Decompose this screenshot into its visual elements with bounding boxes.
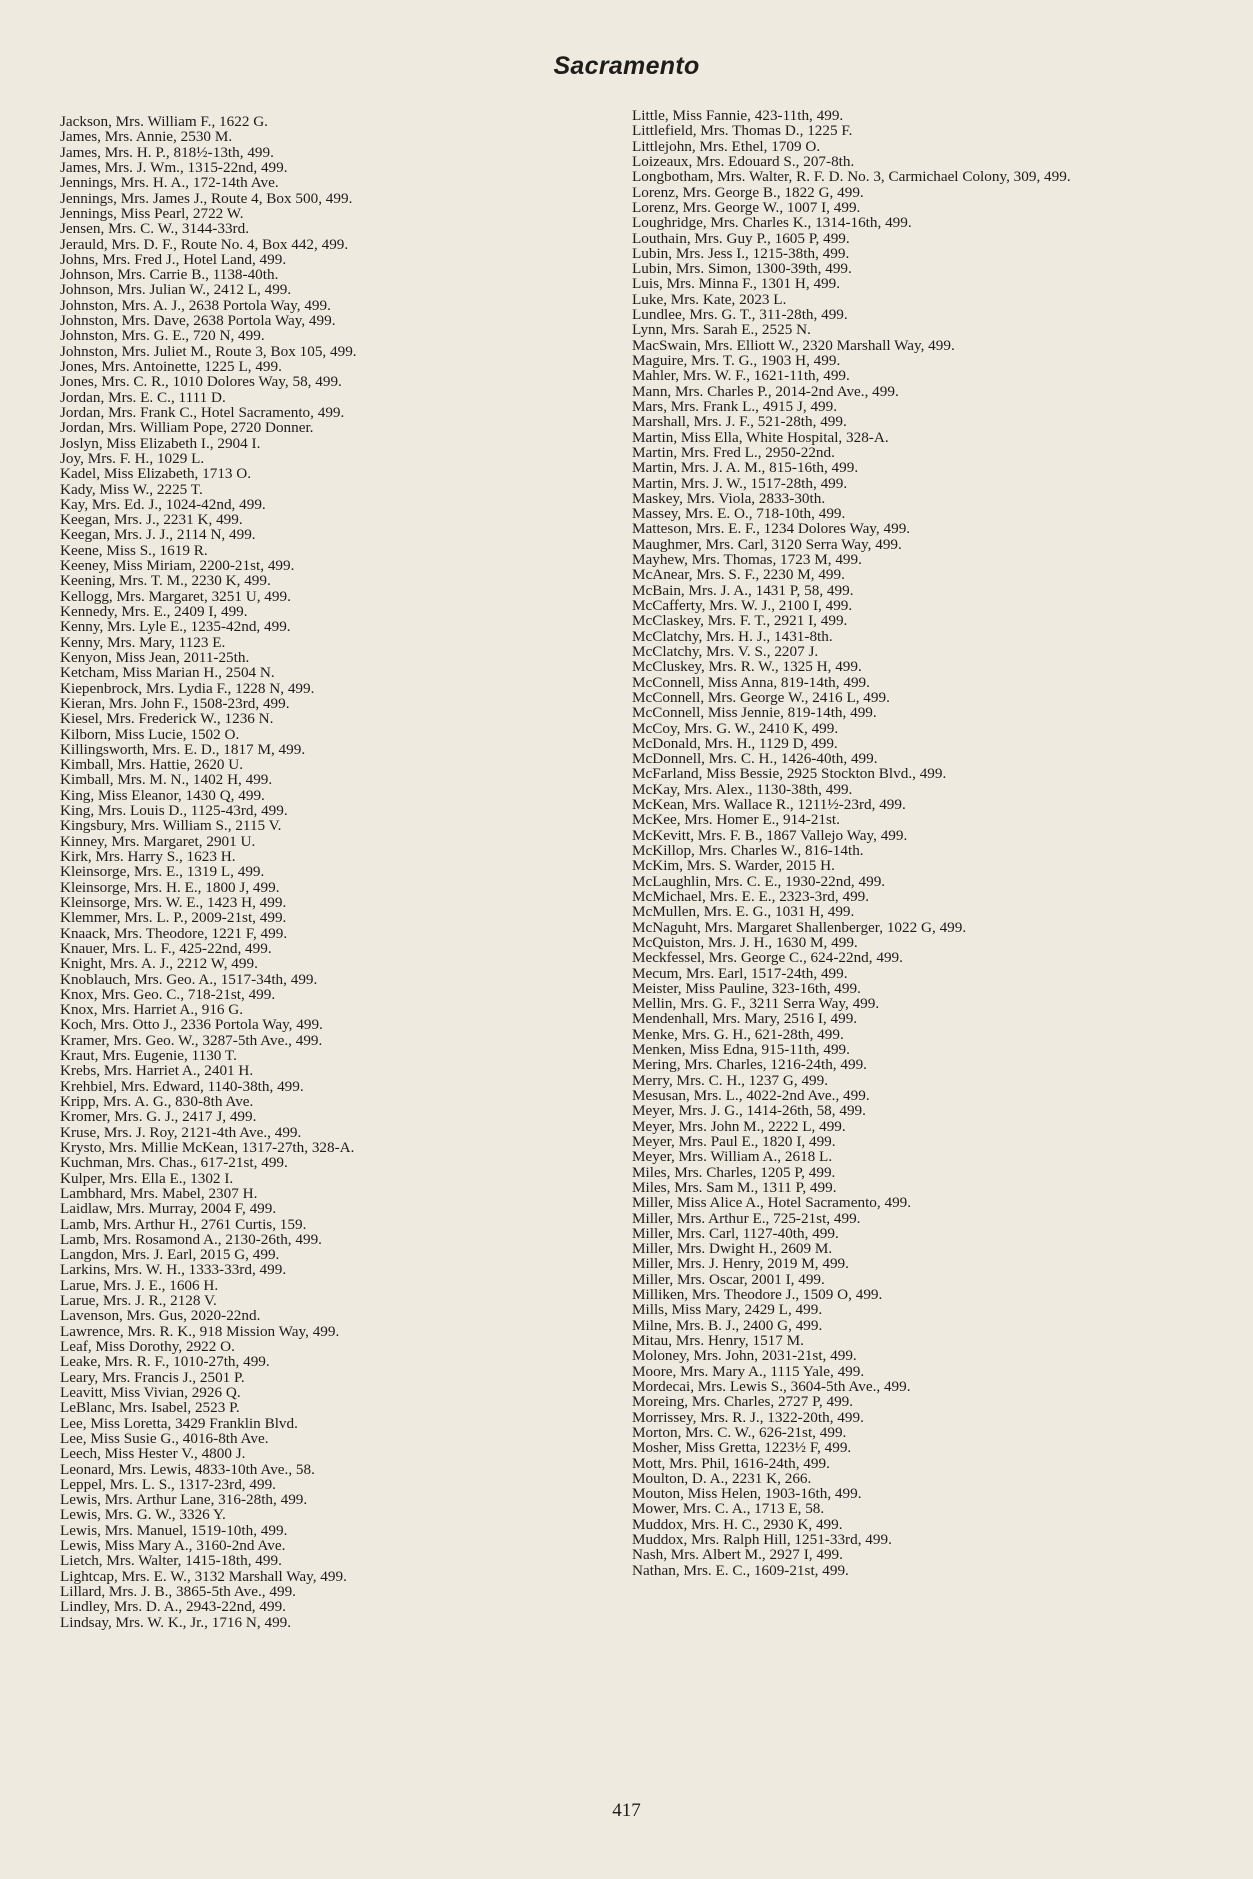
directory-entry: Johns, Mrs. Fred J., Hotel Land, 499. <box>60 250 287 268</box>
directory-entry: Nathan, Mrs. E. C., 1609-21st, 499. <box>632 1561 849 1579</box>
directory-entry: Jennings, Mrs. James J., Route 4, Box 500, 499. <box>60 189 353 207</box>
directory-entry: Kieran, Mrs. John F., 1508-23rd, 499. <box>60 694 290 712</box>
directory-entry: Kady, Miss W., 2225 T. <box>60 480 203 498</box>
directory-entry: Kinney, Mrs. Margaret, 2901 U. <box>60 832 256 850</box>
directory-entry: MacSwain, Mrs. Elliott W., 2320 Marshall Way, 499. <box>632 336 955 354</box>
directory-entry: Jackson, Mrs. William F., 1622 G. <box>60 113 268 130</box>
directory-entry: Lee, Miss Susie G., 4016-8th Ave. <box>60 1429 269 1447</box>
directory-entry: Kleinsorge, Mrs. W. E., 1423 H, 499. <box>60 893 287 911</box>
directory-entry: McDonald, Mrs. H., 1129 D, 499. <box>632 734 838 752</box>
directory-entry: Kripp, Mrs. A. G., 830-8th Ave. <box>60 1093 254 1110</box>
directory-entry: McQuiston, Mrs. J. H., 1630 M, 499. <box>632 933 858 951</box>
directory-entry: Mesusan, Mrs. L., 4022-2nd Ave., 499. <box>632 1087 870 1104</box>
directory-entry: Lawrence, Mrs. R. K., 918 Mission Way, 499. <box>60 1322 340 1340</box>
directory-entry: Miller, Mrs. J. Henry, 2019 M, 499. <box>632 1255 849 1273</box>
directory-entry: Moreing, Mrs. Charles, 2727 P, 499. <box>632 1393 854 1411</box>
directory-entry: Morrissey, Mrs. R. J., 1322-20th, 499. <box>632 1408 864 1426</box>
directory-entry: Klemmer, Mrs. L. P., 2009-21st, 499. <box>60 909 287 927</box>
directory-entry: Knauer, Mrs. L. F., 425-22nd, 499. <box>60 939 272 957</box>
directory-entry: Kilborn, Miss Lucie, 1502 O. <box>60 725 240 743</box>
directory-entry: Merry, Mrs. C. H., 1237 G, 499. <box>632 1071 829 1089</box>
directory-entry: Mars, Mrs. Frank L., 4915 J, 499. <box>632 397 838 415</box>
directory-entry: King, Miss Eleanor, 1430 Q, 499. <box>60 786 265 804</box>
directory-entry: Mendenhall, Mrs. Mary, 2516 I, 499. <box>632 1010 858 1028</box>
directory-entry: Kromer, Mrs. G. J., 2417 J, 499. <box>60 1108 257 1126</box>
directory-entry: Leake, Mrs. R. F., 1010-27th, 499. <box>60 1353 270 1371</box>
directory-entry: Johnson, Mrs. Carrie B., 1138-40th. <box>60 266 279 284</box>
directory-entry: James, Mrs. H. P., 818½-13th, 499. <box>60 143 274 161</box>
directory-entry: McBain, Mrs. J. A., 1431 P, 58, 499. <box>632 581 854 599</box>
directory-entry: Jordan, Mrs. William Pope, 2720 Donner. <box>60 419 314 437</box>
directory-entry: Larue, Mrs. J. E., 1606 H. <box>60 1276 219 1294</box>
directory-entry: McCluskey, Mrs. R. W., 1325 H, 499. <box>632 658 862 676</box>
directory-entry: McConnell, Miss Anna, 819-14th, 499. <box>632 673 870 691</box>
directory-entry: Lorenz, Mrs. George B., 1822 G, 499. <box>632 183 864 201</box>
directory-entry: Kruse, Mrs. J. Roy, 2121-4th Ave., 499. <box>60 1123 302 1141</box>
directory-entry: Koch, Mrs. Otto J., 2336 Portola Way, 499. <box>60 1016 323 1034</box>
directory-entry: Lillard, Mrs. J. B., 3865-5th Ave., 499. <box>60 1583 296 1600</box>
directory-entry: Miller, Mrs. Oscar, 2001 I, 499. <box>632 1270 825 1288</box>
directory-entry: Lynn, Mrs. Sarah E., 2525 N. <box>632 321 811 339</box>
directory-entry: Jennings, Miss Pearl, 2722 W. <box>60 204 244 222</box>
directory-entry: Littlejohn, Mrs. Ethel, 1709 O. <box>632 137 821 155</box>
directory-entry: Little, Miss Fannie, 423-11th, 499. <box>632 107 844 124</box>
directory-entry: Kingsbury, Mrs. William S., 2115 V. <box>60 817 282 835</box>
directory-entry: Kenny, Mrs. Lyle E., 1235-42nd, 499. <box>60 618 291 636</box>
directory-entry: Kirk, Mrs. Harry S., 1623 H. <box>60 848 236 865</box>
directory-entry: Johnston, Mrs. Dave, 2638 Portola Way, 499. <box>60 312 336 330</box>
directory-entry: Kiepenbrock, Mrs. Lydia F., 1228 N, 499. <box>60 679 315 697</box>
directory-entry: Lambhard, Mrs. Mabel, 2307 H. <box>60 1184 258 1202</box>
directory-entry: Lundlee, Mrs. G. T., 311-28th, 499. <box>632 306 848 324</box>
directory-entry: Keegan, Mrs. J. J., 2114 N, 499. <box>60 526 256 544</box>
directory-entry: McClaskey, Mrs. F. T., 2921 I, 499. <box>632 612 848 630</box>
directory-entry: Johnston, Mrs. A. J., 2638 Portola Way, 499. <box>60 296 331 314</box>
directory-entry: Martin, Mrs. J. W., 1517-28th, 499. <box>632 474 848 492</box>
page-number: 417 <box>612 1800 641 1821</box>
directory-entry: Mecum, Mrs. Earl, 1517-24th, 499. <box>632 964 848 982</box>
directory-entry: Jordan, Mrs. Frank C., Hotel Sacramento, 499. <box>60 403 345 421</box>
directory-entry: Mann, Mrs. Charles P., 2014-2nd Ave., 499. <box>632 382 899 400</box>
directory-entry: Lamb, Mrs. Rosamond A., 2130-26th, 499. <box>60 1230 322 1248</box>
directory-entry: Mower, Mrs. C. A., 1713 E, 58. <box>632 1500 825 1518</box>
directory-entry: McDonnell, Mrs. C. H., 1426-40th, 499. <box>632 750 878 768</box>
directory-entry: McClatchy, Mrs. V. S., 2207 J. <box>632 642 819 660</box>
directory-entry: Martin, Miss Ella, White Hospital, 328-A. <box>632 428 889 446</box>
directory-entry: Mosher, Miss Gretta, 1223½ F, 499. <box>632 1439 852 1457</box>
directory-entry: McKean, Mrs. Wallace R., 1211½-23rd, 499. <box>632 796 906 814</box>
directory-entry: Kay, Mrs. Ed. J., 1024-42nd, 499. <box>60 495 266 513</box>
directory-entry: Kadel, Miss Elizabeth, 1713 O. <box>60 465 252 483</box>
directory-entry: Mitau, Mrs. Henry, 1517 M. <box>632 1332 804 1349</box>
directory-entry: Luke, Mrs. Kate, 2023 L. <box>632 290 787 308</box>
directory-entry: Leary, Mrs. Francis J., 2501 P. <box>60 1368 245 1386</box>
directory-entry: Leaf, Miss Dorothy, 2922 O. <box>60 1338 235 1355</box>
directory-entry: Krysto, Mrs. Millie McKean, 1317-27th, 328-A. <box>60 1138 355 1156</box>
directory-entry: Kulper, Mrs. Ella E., 1302 I. <box>60 1169 234 1187</box>
directory-entry: Jones, Mrs. C. R., 1010 Dolores Way, 58, 499. <box>60 373 342 391</box>
directory-entry: Martin, Mrs. J. A. M., 815-16th, 499. <box>632 459 859 477</box>
directory-entry: Lorenz, Mrs. George W., 1007 I, 499. <box>632 198 861 216</box>
directory-entry: Miles, Mrs. Sam M., 1311 P, 499. <box>632 1178 837 1196</box>
directory-entry: Kenny, Mrs. Mary, 1123 E. <box>60 633 226 651</box>
directory-entry: McKay, Mrs. Alex., 1130-38th, 499. <box>632 780 853 798</box>
directory-entry: Nash, Mrs. Albert M., 2927 I, 499. <box>632 1546 843 1564</box>
directory-entry: Leppel, Mrs. L. S., 1317-23rd, 499. <box>60 1475 276 1493</box>
directory-entry: Martin, Mrs. Fred L., 2950-22nd. <box>632 443 835 461</box>
directory-entry: McConnell, Mrs. George W., 2416 L, 499. <box>632 688 890 706</box>
directory-entry: McFarland, Miss Bessie, 2925 Stockton Blvd., 499. <box>632 765 947 783</box>
directory-entry: Moore, Mrs. Mary A., 1115 Yale, 499. <box>632 1362 865 1380</box>
directory-entry: Lindsay, Mrs. W. K., Jr., 1716 N, 499. <box>60 1613 292 1631</box>
directory-entry: Johnson, Mrs. Julian W., 2412 L, 499. <box>60 281 292 299</box>
directory-entry: Leonard, Mrs. Lewis, 4833-10th Ave., 58. <box>60 1460 315 1478</box>
directory-entry: Meyer, Mrs. J. G., 1414-26th, 58, 499. <box>632 1102 866 1120</box>
directory-entry: McKim, Mrs. S. Warder, 2015 H. <box>632 857 835 875</box>
directory-entry: Knight, Mrs. A. J., 2212 W, 499. <box>60 955 258 973</box>
directory-entry: Mellin, Mrs. G. F., 3211 Serra Way, 499. <box>632 995 880 1013</box>
directory-entry: Lindley, Mrs. D. A., 2943-22nd, 499. <box>60 1598 286 1616</box>
directory-entry: Meyer, Mrs. William A., 2618 L. <box>632 1148 833 1166</box>
directory-entry: Kellogg, Mrs. Margaret, 3251 U, 499. <box>60 587 291 605</box>
directory-entry: Kleinsorge, Mrs. H. E., 1800 J, 499. <box>60 878 280 896</box>
directory-entry: Knaack, Mrs. Theodore, 1221 F, 499. <box>60 924 288 942</box>
directory-entry: Keeney, Miss Miriam, 2200-21st, 499. <box>60 557 295 575</box>
directory-entry: McAnear, Mrs. S. F., 2230 M, 499. <box>632 566 845 584</box>
directory-entry: Lewis, Mrs. Arthur Lane, 316-28th, 499. <box>60 1491 308 1509</box>
directory-entry: Luis, Mrs. Minna F., 1301 H, 499. <box>632 275 841 293</box>
directory-entry: King, Mrs. Louis D., 1125-43rd, 499. <box>60 802 288 820</box>
directory-entry: Jordan, Mrs. E. C., 1111 D. <box>60 388 226 406</box>
directory-entry: James, Mrs. Annie, 2530 M. <box>60 128 233 146</box>
directory-entry: James, Mrs. J. Wm., 1315-22nd, 499. <box>60 158 288 176</box>
directory-entry: Mayhew, Mrs. Thomas, 1723 M, 499. <box>632 551 862 569</box>
directory-entry: Meyer, Mrs. John M., 2222 L, 499. <box>632 1117 846 1135</box>
directory-entry: Lewis, Mrs. Manuel, 1519-10th, 499. <box>60 1521 288 1539</box>
directory-entry: McLaughlin, Mrs. C. E., 1930-22nd, 499. <box>632 872 886 890</box>
directory-entry: Laidlaw, Mrs. Murray, 2004 F, 499. <box>60 1200 277 1218</box>
directory-entry: McKee, Mrs. Homer E., 914-21st. <box>632 811 840 829</box>
directory-entry: Mering, Mrs. Charles, 1216-24th, 499. <box>632 1056 867 1074</box>
directory-entry: McKevitt, Mrs. F. B., 1867 Vallejo Way, 499. <box>632 826 908 844</box>
directory-entry: Morton, Mrs. C. W., 626-21st, 499. <box>632 1423 847 1441</box>
directory-entry: Lubin, Mrs. Jess I., 1215-38th, 499. <box>632 244 850 262</box>
directory-entry: Mott, Mrs. Phil, 1616-24th, 499. <box>632 1454 830 1472</box>
directory-entry: Joslyn, Miss Elizabeth I., 2904 I. <box>60 434 261 452</box>
directory-entry: Knox, Mrs. Harriet A., 916 G. <box>60 1001 244 1019</box>
directory-entry: Marshall, Mrs. J. F., 521-28th, 499. <box>632 413 847 431</box>
directory-entry: Kleinsorge, Mrs. E., 1319 L, 499. <box>60 863 265 881</box>
right-column <box>632 108 1172 1578</box>
directory-entry: Lee, Miss Loretta, 3429 Franklin Blvd. <box>60 1414 298 1432</box>
directory-entry: Johnston, Mrs. G. E., 720 N, 499. <box>60 327 265 345</box>
directory-entry: McConnell, Miss Jennie, 819-14th, 499. <box>632 704 877 722</box>
directory-entry: McCoy, Mrs. G. W., 2410 K, 499. <box>632 719 839 737</box>
directory-entry: McMichael, Mrs. E. E., 2323-3rd, 499. <box>632 887 870 905</box>
directory-entry: Moloney, Mrs. John, 2031-21st, 499. <box>632 1347 857 1365</box>
directory-entry: Jennings, Mrs. H. A., 172-14th Ave. <box>60 174 279 192</box>
directory-entry: Killingsworth, Mrs. E. D., 1817 M, 499. <box>60 740 306 758</box>
directory-entry: Matteson, Mrs. E. F., 1234 Dolores Way, 499. <box>632 520 911 538</box>
directory-entry: Meckfessel, Mrs. George C., 624-22nd, 499. <box>632 949 903 967</box>
directory-entry: Meister, Miss Pauline, 323-16th, 499. <box>632 979 861 997</box>
directory-entry: McKillop, Mrs. Charles W., 816-14th. <box>632 842 864 859</box>
directory-entry: Loughridge, Mrs. Charles K., 1314-16th, 499. <box>632 214 912 232</box>
directory-entry: Longbotham, Mrs. Walter, R. F. D. No. 3, Carmichael Colony, 309, 499. <box>632 168 1071 186</box>
directory-entry: Kuchman, Mrs. Chas., 617-21st, 499. <box>60 1154 288 1172</box>
directory-entry: Muddox, Mrs. Ralph Hill, 1251-33rd, 499. <box>632 1531 892 1549</box>
directory-entry: Joy, Mrs. F. H., 1029 L. <box>60 449 205 467</box>
directory-entry: Lamb, Mrs. Arthur H., 2761 Curtis, 159. <box>60 1215 307 1233</box>
page-title: Sacramento <box>553 52 700 80</box>
directory-entry: Littlefield, Mrs. Thomas D., 1225 F. <box>632 122 853 140</box>
directory-entry: Kraut, Mrs. Eugenie, 1130 T. <box>60 1047 237 1065</box>
directory-entry: Langdon, Mrs. J. Earl, 2015 G, 499. <box>60 1246 280 1264</box>
directory-entry: Mills, Miss Mary, 2429 L, 499. <box>632 1301 823 1319</box>
directory-entry: Lavenson, Mrs. Gus, 2020-22nd. <box>60 1307 261 1325</box>
directory-entry: Leech, Miss Hester V., 4800 J. <box>60 1445 246 1463</box>
directory-entry: Larue, Mrs. J. R., 2128 V. <box>60 1292 217 1310</box>
directory-entry: Loizeaux, Mrs. Edouard S., 207-8th. <box>632 152 855 170</box>
directory-entry: Knox, Mrs. Geo. C., 718-21st, 499. <box>60 985 276 1003</box>
directory-entry: Lubin, Mrs. Simon, 1300-39th, 499. <box>632 260 852 278</box>
directory-entry: Milne, Mrs. B. J., 2400 G, 499. <box>632 1316 823 1334</box>
directory-entry: Menken, Miss Edna, 915-11th, 499. <box>632 1041 850 1059</box>
directory-entry: Mouton, Miss Helen, 1903-16th, 499. <box>632 1485 862 1503</box>
directory-entry: Muddox, Mrs. H. C., 2930 K, 499. <box>632 1515 843 1533</box>
left-column <box>60 114 600 1630</box>
directory-entry: Keening, Mrs. T. M., 2230 K, 499. <box>60 572 271 590</box>
directory-entry: Ketcham, Miss Marian H., 2504 N. <box>60 664 275 682</box>
directory-entry: Leavitt, Miss Vivian, 2926 Q. <box>60 1383 241 1401</box>
directory-entry: Jerauld, Mrs. D. F., Route No. 4, Box 442, 499. <box>60 235 349 253</box>
directory-entry: Kimball, Mrs. M. N., 1402 H, 499. <box>60 771 273 789</box>
directory-entry: Menke, Mrs. G. H., 621-28th, 499. <box>632 1025 844 1043</box>
directory-entry: Kennedy, Mrs. E., 2409 I, 499. <box>60 603 248 620</box>
directory-entry: McNaguht, Mrs. Margaret Shallenberger, 1022 G, 499. <box>632 918 967 936</box>
directory-entry: Kenyon, Miss Jean, 2011-25th. <box>60 648 250 666</box>
directory-entry: Kimball, Mrs. Hattie, 2620 U. <box>60 756 244 774</box>
directory-entry: Krehbiel, Mrs. Edward, 1140-38th, 499. <box>60 1077 304 1095</box>
directory-entry: Kramer, Mrs. Geo. W., 3287-5th Ave., 499. <box>60 1031 323 1049</box>
directory-entry: Miles, Mrs. Charles, 1205 P, 499. <box>632 1163 836 1181</box>
directory-entry: Miller, Miss Alice A., Hotel Sacramento, 499. <box>632 1194 912 1212</box>
directory-entry: Massey, Mrs. E. O., 718-10th, 499. <box>632 505 846 523</box>
directory-entry: Maughmer, Mrs. Carl, 3120 Serra Way, 499. <box>632 535 902 553</box>
directory-entry: Jensen, Mrs. C. W., 3144-33rd. <box>60 220 249 238</box>
directory-entry: Miller, Mrs. Dwight H., 2609 M. <box>632 1240 833 1258</box>
directory-entry: Johnston, Mrs. Juliet M., Route 3, Box 105, 499. <box>60 342 357 360</box>
directory-entry: Miller, Mrs. Carl, 1127-40th, 499. <box>632 1224 839 1242</box>
directory-entry: Keene, Miss S., 1619 R. <box>60 541 208 559</box>
directory-entry: Mordecai, Mrs. Lewis S., 3604-5th Ave., 499. <box>632 1377 911 1395</box>
directory-entry: Lewis, Miss Mary A., 3160-2nd Ave. <box>60 1537 286 1555</box>
directory-entry: LeBlanc, Mrs. Isabel, 2523 P. <box>60 1399 240 1417</box>
directory-entry: Louthain, Mrs. Guy P., 1605 P, 499. <box>632 229 850 247</box>
directory-entry: Kiesel, Mrs. Frederick W., 1236 N. <box>60 710 274 728</box>
directory-entry: Meyer, Mrs. Paul E., 1820 I, 499. <box>632 1132 836 1150</box>
directory-entry: Larkins, Mrs. W. H., 1333-33rd, 499. <box>60 1261 287 1279</box>
directory-entry: Lightcap, Mrs. E. W., 3132 Marshall Way, 499. <box>60 1567 347 1585</box>
directory-entry: McMullen, Mrs. E. G., 1031 H, 499. <box>632 903 855 921</box>
directory-entry: Krebs, Mrs. Harriet A., 2401 H. <box>60 1062 254 1080</box>
directory-entry: McCafferty, Mrs. W. J., 2100 I, 499. <box>632 597 853 614</box>
directory-entry: Keegan, Mrs. J., 2231 K, 499. <box>60 511 243 529</box>
directory-entry: Lewis, Mrs. G. W., 3326 Y. <box>60 1506 226 1524</box>
directory-entry: Jones, Mrs. Antoinette, 1225 L, 499. <box>60 358 282 375</box>
directory-entry: Mahler, Mrs. W. F., 1621-11th, 499. <box>632 367 850 385</box>
directory-entry: Miller, Mrs. Arthur E., 725-21st, 499. <box>632 1209 861 1227</box>
directory-entry: Milliken, Mrs. Theodore J., 1509 O, 499. <box>632 1286 883 1304</box>
directory-entry: Lietch, Mrs. Walter, 1415-18th, 499. <box>60 1552 282 1570</box>
directory-entry: Maskey, Mrs. Viola, 2833-30th. <box>632 489 826 507</box>
directory-entry: McClatchy, Mrs. H. J., 1431-8th. <box>632 627 833 645</box>
directory-entry: Knoblauch, Mrs. Geo. A., 1517-34th, 499. <box>60 970 318 988</box>
directory-entry: Maguire, Mrs. T. G., 1903 H, 499. <box>632 352 841 369</box>
directory-entry: Moulton, D. A., 2231 K, 266. <box>632 1469 812 1487</box>
